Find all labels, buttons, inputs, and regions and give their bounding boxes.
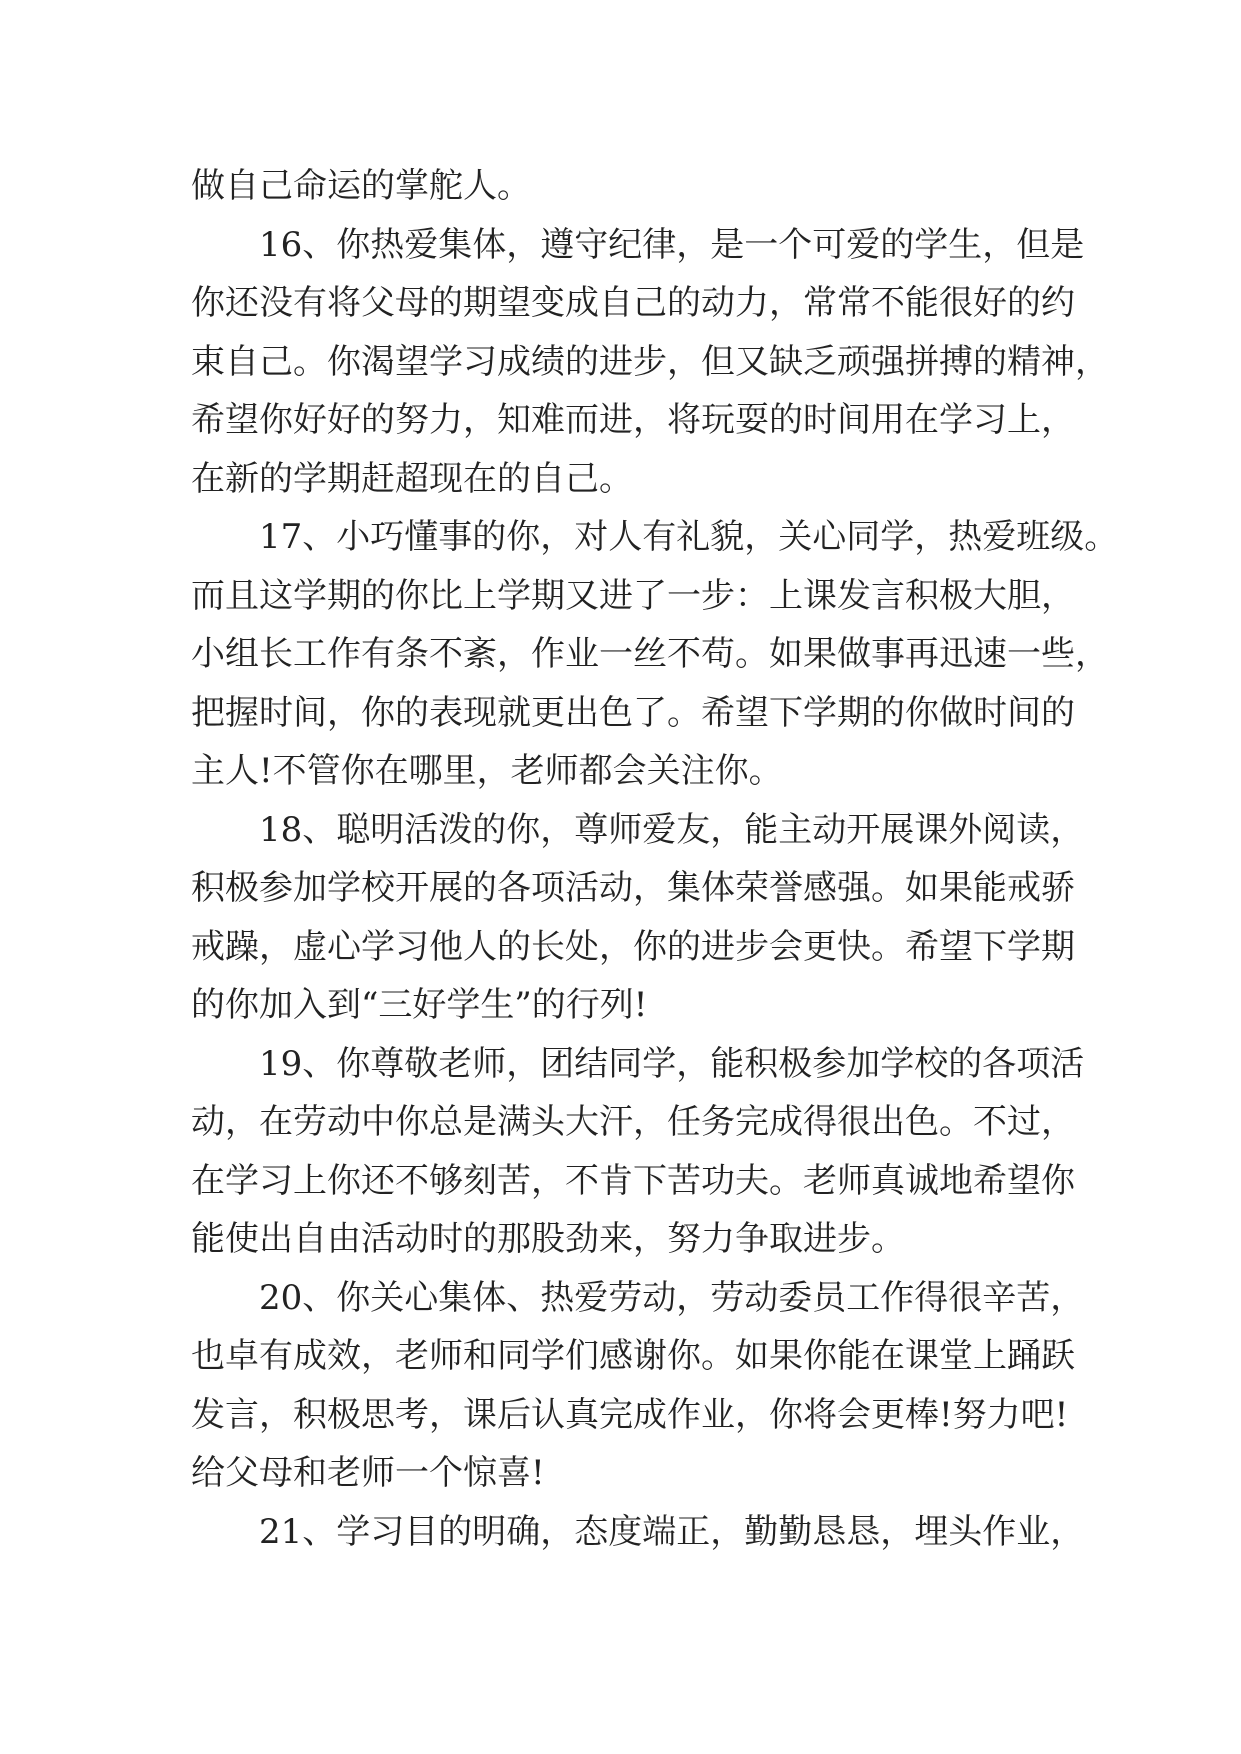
paragraph-first-line: 21、学习目的明确，态度端正，勤勤恳恳，埋头作业， [259,1511,1085,1552]
paragraph-first-line: 18、聪明活泼的你，尊师爱友，能主动开展课外阅读， [259,809,1085,850]
paragraph-first-line: 19、你尊敬老师，团结同学，能积极参加学校的各项活 [259,1043,1085,1084]
paragraph-line: 积极参加学校开展的各项活动，集体荣誉感强。如果能戒骄 [191,868,1075,908]
paragraph-line: 也卓有成效，老师和同学们感谢你。如果你能在课堂上踊跃 [191,1336,1075,1376]
paragraph-line: 发言，积极思考，课后认真完成作业，你将会更棒!努力吧! [191,1394,1069,1435]
paragraph-line: 把握时间，你的表现就更出色了。希望下学期的你做时间的 [191,692,1075,733]
paragraph-line: 动，在劳动中你总是满头大汗，任务完成得很出色。不过， [191,1102,1075,1142]
paragraph-first-line: 16、你热爱集体，遵守纪律，是一个可爱的学生，但是 [259,224,1085,265]
paragraph-line: 束自己。你渴望学习成绩的进步，但又缺乏顽强拼搏的精神， [191,341,1109,382]
paragraph-line: 戒躁，虚心学习他人的长处，你的进步会更快。希望下学期 [191,926,1075,967]
paragraph-line: 给父母和老师一个惊喜! [191,1453,545,1493]
paragraph-line: 主人!不管你在哪里，老师都会关注你。 [191,751,783,791]
paragraph-line: 在新的学期赶超现在的自己。 [191,458,633,499]
paragraph-first-line: 20、你关心集体、热爱劳动，劳动委员工作得很辛苦， [259,1277,1085,1318]
paragraph-line: 做自己命运的掌舵人。 [191,166,531,206]
paragraph-line: 小组长工作有条不紊，作业一丝不苟。如果做事再迅速一些， [191,634,1109,674]
paragraph-line: 希望你好好的努力，知难而进，将玩耍的时间用在学习上， [191,400,1075,440]
paragraph-line: 在学习上你还不够刻苦，不肯下苦功夫。老师真诚地希望你 [191,1160,1075,1201]
paragraph-line: 的你加入到“三好学生”的行列! [191,985,648,1025]
paragraph-line: 而且这学期的你比上学期又进了一步：上课发言积极大胆， [191,575,1075,616]
paragraph-first-line: 17、小巧懂事的你，对人有礼貌，关心同学，热爱班级。 [259,517,1119,557]
paragraph-line: 你还没有将父母的期望变成自己的动力，常常不能很好的约 [191,283,1075,323]
paragraph-line: 能使出自由活动时的那股劲来，努力争取进步。 [191,1219,905,1259]
